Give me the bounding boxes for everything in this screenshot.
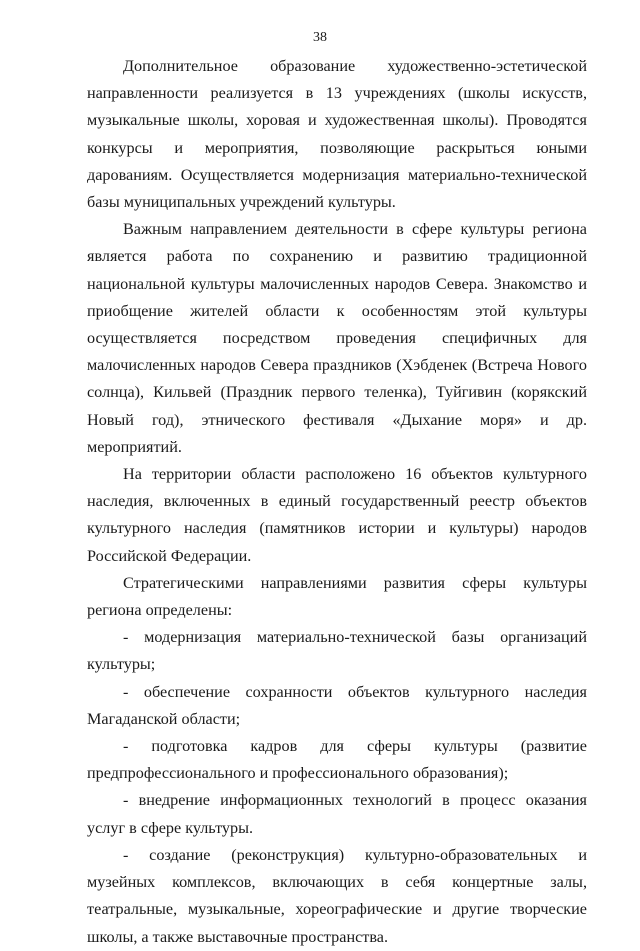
list-item-complex-construction: - создание (реконструкция) культурно-образовательных и музейных комплексов, включающих в себя концертные залы, театральные, музыкальные, хореографические и другие творческие школы, а также выставочные пространства.: [87, 845, 587, 946]
paragraph-traditional-culture: Важным направлением деятельности в сфере культуры региона является работа по сохранению и развитию традиционной национальной культуры малочисленных народов Севера. Знакомство и приобщение жителей области к особенностям этой культуры осуществляется посредством проведения специфичных для малочисленных народов Севера праздников (Хэбденек (Встреча Нового солнца), Кильвей (Праздник первого теленка), Туйгивин (корякский Новый год), этнического фестиваля «Дыхание моря» и др. мероприятий.: [87, 220, 587, 456]
paragraph-additional-education: Дополнительное образование художественно-эстетической направленности реализуется в 13 учреждениях (школы искусств, музыкальные школы, хоровая и художественная школы). Проводятся конкурсы и мероприятия, позволяющие раскрыться юными дарованиям. Осуществляется модернизация материально-технической базы муниципальных учреждений культуры.: [87, 57, 587, 212]
list-item-it-implementation: - внедрение информационных технологий в процесс оказания услуг в сфере культуры.: [87, 791, 587, 837]
list-item-heritage-preservation: - обеспечение сохранности объектов культурного наследия Магаданской области;: [87, 682, 587, 728]
list-item-staff-training: - подготовка кадров для сферы культуры (развитие предпрофессионального и профессионального образования);: [87, 737, 587, 783]
paragraph-strategic-directions: Стратегическими направлениями развития сферы культуры региона определены:: [87, 573, 587, 620]
paragraph-cultural-heritage: На территории области расположено 16 объектов культурного наследия, включенных в единый государственный реестр объектов культурного наследия (памятников истории и культуры) народов Российской Федерации.: [87, 465, 587, 565]
document-body: [87, 53, 587, 951]
list-item-modernization: - модернизация материально-технической базы организаций культуры;: [87, 628, 587, 674]
page-number: 38: [313, 30, 327, 45]
